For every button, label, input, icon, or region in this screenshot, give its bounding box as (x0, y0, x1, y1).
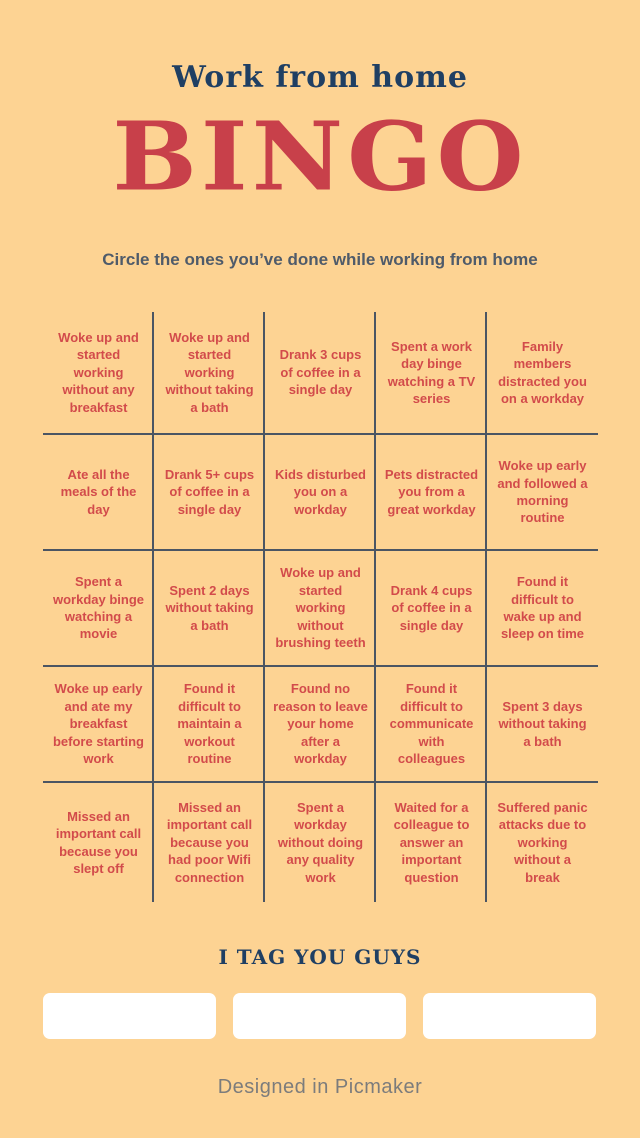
tag-box[interactable] (233, 993, 406, 1039)
bingo-cell[interactable]: Woke up early and ate my breakfast before starting work (52, 681, 144, 767)
bingo-cell[interactable]: Woke up and started working without taking a bath (165, 329, 254, 415)
bingo-cell[interactable]: Kids disturbed you on a workday (274, 466, 366, 517)
bingo-grid (43, 312, 598, 902)
bingo-cell[interactable]: Suffered panic attacks due to working without a break (497, 799, 588, 885)
bingo-cell[interactable]: Missed an important call because you had poor Wifi connection (166, 799, 253, 885)
bingo-cell[interactable]: Woke up and started working without brushing teeth (275, 565, 366, 651)
bingo-cell[interactable]: Drank 4 cups of coffee in a single day (390, 582, 473, 633)
bingo-cell[interactable]: Woke up early and followed a morning routine (497, 458, 588, 526)
bingo-cell[interactable]: Waited for a colleague to answer an important question (393, 799, 470, 885)
bingo-cell[interactable]: Spent a work day binge watching a TV series (387, 338, 476, 406)
bingo-cell[interactable]: Ate all the meals of the day (60, 466, 137, 517)
instruction-text: Circle the ones you’ve done while working from home (102, 250, 538, 269)
tag-box[interactable] (43, 993, 216, 1039)
footer-credit: Designed in Picmaker (217, 1076, 423, 1098)
bingo-cell[interactable]: Missed an important call because you slept off (55, 808, 142, 876)
bingo-cell[interactable]: Spent a workday without doing any quality work (277, 799, 364, 885)
bingo-cell[interactable]: Found it difficult to maintain a workout routine (177, 681, 242, 767)
bingo-cell[interactable]: Drank 3 cups of coffee in a single day (279, 347, 362, 398)
subtitle: Work from home (172, 60, 468, 95)
bingo-cell[interactable]: Family members distracted you on a workday (498, 338, 587, 406)
bingo-cell[interactable]: Found it difficult to communicate with colleagues (389, 681, 474, 767)
tag-box[interactable] (423, 993, 596, 1039)
bingo-cell[interactable]: Drank 5+ cups of coffee in a single day (164, 466, 255, 517)
bingo-cell[interactable]: Woke up and started working without any breakfast (58, 329, 139, 415)
bingo-cell[interactable]: Found no reason to leave your home after a workday (273, 681, 368, 767)
tag-title: I TAG YOU GUYS (218, 945, 422, 969)
page-title: BINGO (112, 99, 528, 213)
bingo-cell[interactable]: Found it difficult to wake up and sleep on time (500, 574, 585, 642)
bingo-cell[interactable]: Spent a workday binge watching a movie (52, 574, 145, 642)
bingo-cell[interactable]: Spent 3 days without taking a bath (498, 698, 587, 749)
bingo-cell[interactable]: Spent 2 days without taking a bath (165, 582, 254, 633)
bingo-cell[interactable]: Pets distracted you from a great workday (384, 466, 479, 517)
